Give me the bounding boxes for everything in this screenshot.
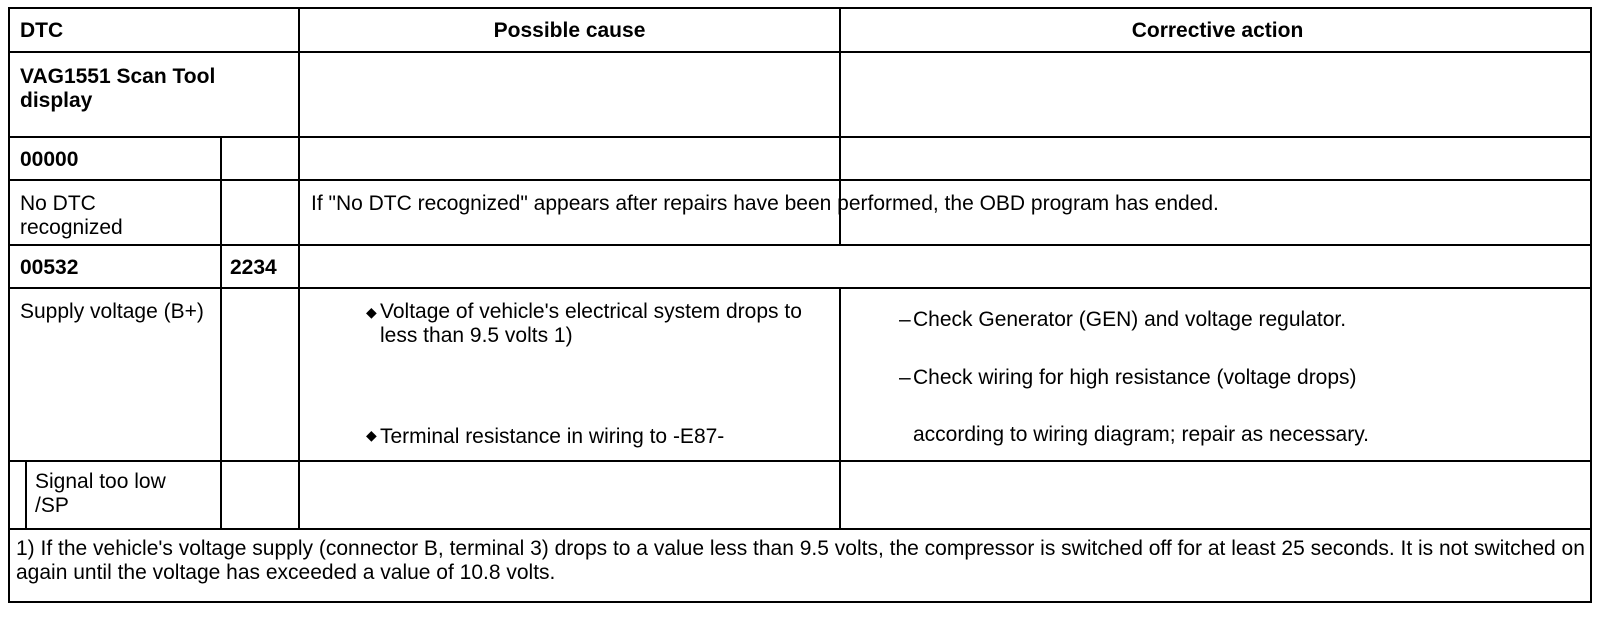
row-divider (10, 179, 1592, 181)
diamond-bullet-icon: ◆ (366, 427, 377, 443)
col-divider (298, 9, 300, 528)
col-divider (839, 287, 841, 460)
action-text: according to wiring diagram; repair as necessary. (913, 423, 1369, 446)
action-text: Check wiring for high resistance (voltage drops) (913, 366, 1357, 389)
cause-item (366, 423, 724, 449)
cause-text: Voltage of vehicle's electrical system drops to less than 9.5 volts 1) (380, 300, 802, 347)
col-divider (25, 460, 27, 528)
footnote: 1) If the vehicle's voltage supply (connector B, terminal 3) drops to a value less than 9.5 volts, the compressor is switched off for at least 25 seconds. It is not switched on again until the voltage has exceeded a value of 10.8 volts. (16, 537, 1585, 584)
dtc-description: No DTC recognized (20, 192, 123, 239)
header-corrective-action: Corrective action (1131, 19, 1304, 42)
action-item (899, 366, 1357, 390)
row-divider (10, 136, 1592, 138)
header-possible-cause: Possible cause (493, 19, 646, 42)
cause-text: Terminal resistance in wiring to -E87- (380, 425, 725, 448)
dtc-pcode: 2234 (230, 256, 277, 279)
row-divider (10, 244, 1592, 246)
dash-icon: – (899, 308, 911, 331)
action-item (899, 308, 1346, 332)
header-dtc: DTC (20, 19, 64, 42)
action-item (913, 423, 1369, 447)
dtc-table (8, 7, 1592, 603)
row-divider (10, 460, 1592, 462)
col-divider (220, 136, 222, 528)
cause-item (366, 300, 826, 348)
dtc-code: 00532 (20, 256, 79, 279)
row-divider (10, 51, 1592, 53)
dtc-description: Supply voltage (B+) (20, 300, 204, 323)
diamond-bullet-icon: ◆ (366, 304, 377, 320)
dtc-sub-description: Signal too low /SP (35, 470, 166, 517)
dtc-note: If "No DTC recognized" appears after repairs have been performed, the OBD program has ended. (311, 192, 1219, 215)
action-text: Check Generator (GEN) and voltage regulator. (913, 308, 1347, 331)
dtc-code: 00000 (20, 148, 79, 171)
row-divider (10, 528, 1592, 530)
scan-tool-label: VAG1551 Scan Tool display (20, 65, 216, 112)
col-divider (839, 460, 841, 528)
row-divider (10, 287, 1592, 289)
dash-icon: – (899, 366, 911, 389)
